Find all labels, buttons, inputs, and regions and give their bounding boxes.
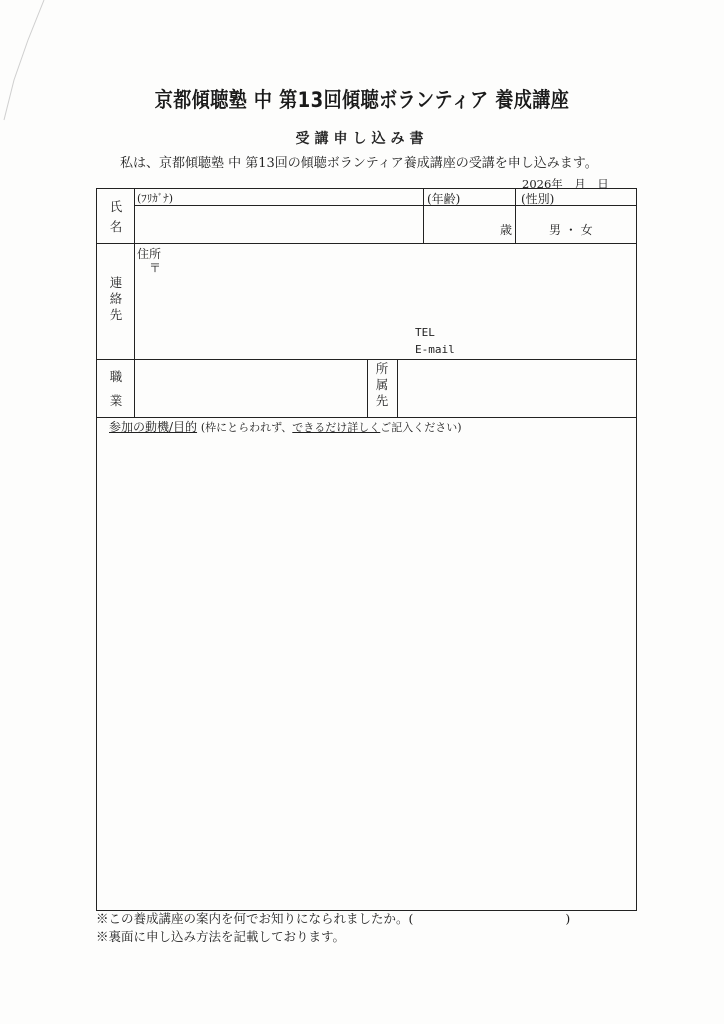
motivation-label: 参加の動機/目的 (枠にとらわれず、できるだけ詳しくご記入ください) xyxy=(109,420,462,434)
application-form-table xyxy=(96,188,637,911)
gender-label: (性別) xyxy=(521,192,555,206)
postal-mark: 〒 xyxy=(149,261,162,275)
motivation-heading: 参加の動機/目的 xyxy=(109,420,198,434)
row-divider-name xyxy=(97,243,637,244)
footer-note-instructions: ※裏面に申し込み方法を記載しております。 xyxy=(96,929,346,944)
affiliation-input-area[interactable] xyxy=(398,360,636,416)
affiliation-label-left-divider xyxy=(367,359,368,417)
age-label: (年齢) xyxy=(427,192,461,206)
occupation-input-area[interactable] xyxy=(135,360,366,416)
tel-label: TEL xyxy=(415,326,435,339)
address-label: 住所 xyxy=(137,247,162,261)
age-unit: 歳 xyxy=(500,223,513,237)
contact-label: 連 絡 先 xyxy=(109,275,123,322)
date-field[interactable]: 2026年 月 日 xyxy=(522,177,609,191)
address-input-area[interactable] xyxy=(135,245,635,325)
gender-options[interactable]: 男 ・ 女 xyxy=(549,223,593,237)
gender-column-divider xyxy=(515,189,516,243)
affiliation-label: 所 属 先 xyxy=(375,361,389,408)
furigana-label: (ﾌﾘｶﾞﾅ) xyxy=(137,192,174,205)
occupation-label: 職 業 xyxy=(109,369,123,408)
name-input-area[interactable] xyxy=(135,206,422,242)
name-label: 氏 名 xyxy=(109,199,123,234)
form-subtitle: 受講申し込み書 xyxy=(295,131,429,147)
intro-text: 私は、京都傾聴塾 中 第13回の傾聴ボランティア養成講座の受講を申し込みます。 xyxy=(120,156,598,171)
email-label: E-mail xyxy=(415,343,455,356)
footer-note-source: ※この養成講座の案内を何でお知りになられましたか。( ) xyxy=(96,911,571,926)
page-title: 京都傾聴塾 中 第13回傾聴ボランティア 養成講座 xyxy=(154,88,570,112)
motivation-input-area[interactable] xyxy=(99,437,635,907)
